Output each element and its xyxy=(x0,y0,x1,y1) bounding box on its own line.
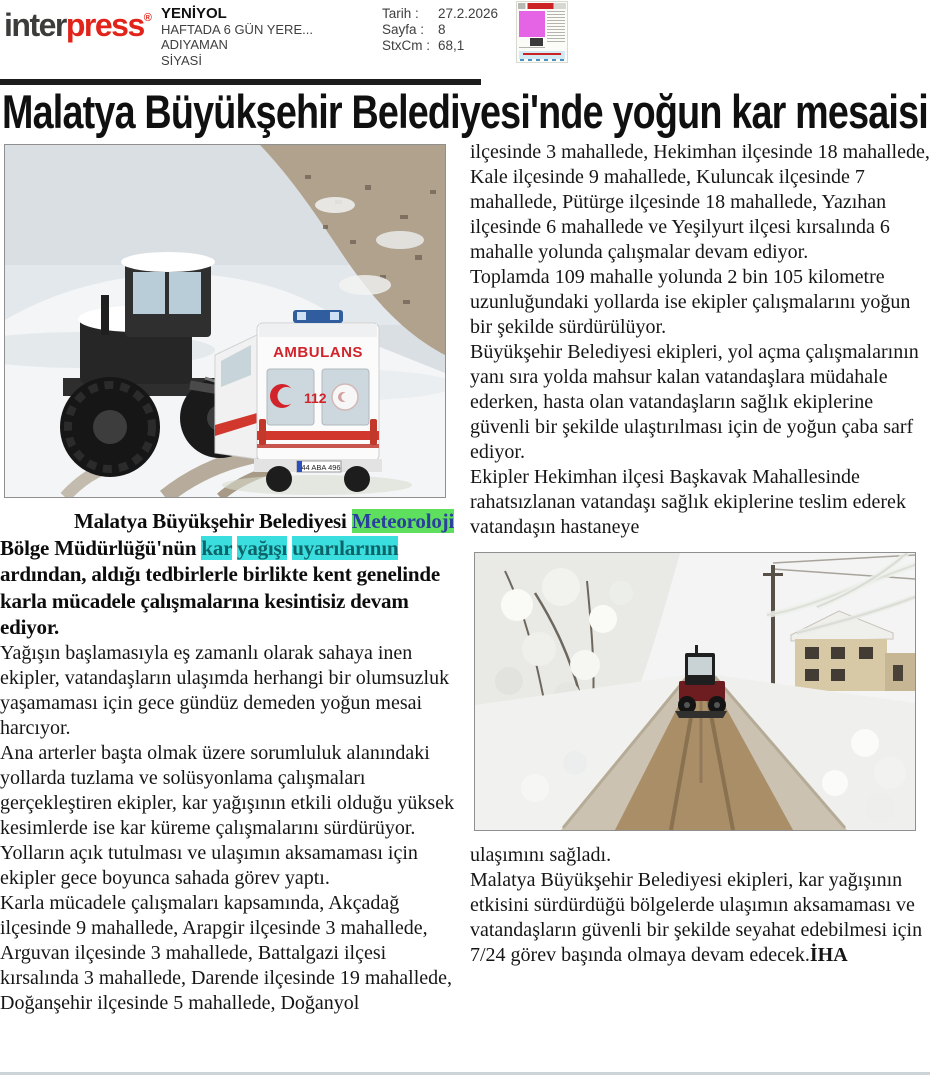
thumbnail-article-highlight xyxy=(519,11,545,37)
lead-text: Malatya Büyükşehir Belediyesi xyxy=(74,509,352,533)
logo-text-inter: inter xyxy=(4,7,66,43)
meta-page-value: 8 xyxy=(438,22,446,37)
lead-paragraph xyxy=(0,508,458,641)
meta-page-row xyxy=(382,22,498,38)
thumbnail-ad-banner xyxy=(519,51,565,59)
meta-page-label: Sayfa : xyxy=(382,22,425,37)
registered-mark: ® xyxy=(143,12,151,24)
body-paragraph: Yağışın başlamasıyla eş zamanlı olarak sahaya inen ekipler, vatandaşların ulaşımda herhangi bir olumsuzluk yaşamaması için gece gündüz demeden yoğun mesai harcıyor. xyxy=(0,641,450,739)
newspaper-page-thumbnail[interactable] xyxy=(517,2,567,62)
meta-stxcm-label: StxCm : xyxy=(382,38,431,53)
svg-text:AMBULANS: AMBULANS xyxy=(273,344,363,361)
bottom-rule xyxy=(0,1072,930,1075)
meta-stxcm-row xyxy=(382,38,498,54)
body-paragraph: Büyükşehir Belediyesi ekipleri, yol açma çalışmalarının yanı sıra yolda mahsur kalan vatandaşlara müdahale ederken, hasta olan vatandaşların sağlık ekiplerine güvenli bir şekilde ulaştırılması için de yoğun çaba sarf ediyor. xyxy=(470,341,919,463)
body-paragraph: Karla mücadele çalışmaları kapsamında, Akçadağ ilçesinde 9 mahallede, Arapgir ilçesinde 3 mahallede, Arguvan ilçesinde 3 mahallede, Battalgazi ilçesi kırsalında 3 mahallede, Darende ilçesinde 19 mahallede, Doğanşehir ilçesinde 5 mahallede, Doğanyol xyxy=(0,891,453,1014)
highlight-cyan-uyarilarinin: uyarılarının xyxy=(292,535,399,560)
lead-text: Bölge Müdürlüğü'nün xyxy=(0,535,202,560)
publication-frequency: HAFTADA 6 GÜN YERE... xyxy=(161,21,313,37)
thumbnail-footer xyxy=(520,59,564,61)
body-paragraph: Toplamda 109 mahalle yolunda 2 bin 105 kilometre uzunluğundaki yollarda ise ekipler çalışmalarını yoğun bir şekilde sürdürülüyor. xyxy=(470,266,911,338)
closing-paragraph xyxy=(470,868,930,968)
photo-grader-clearing-village-road xyxy=(474,552,916,831)
interpress-logo xyxy=(4,8,150,42)
body-paragraph: ilçesinde 3 mahallede, Hekimhan ilçesinde 18 mahallede, Kale ilçesinde 9 mahallede, Kuluncak ilçesinde 7 mahallede, Pütürge ilçesinde 18 mahallede, Yazıhan ilçesinde 6 mahallede ve Yeşilyurt ilçesi kırsalında 6 mahalle yolunda çalışmalar devam ediyor. xyxy=(470,141,930,263)
lead-text: ardından, aldığı tedbirlerle birlikte kent genelinde karla mücadele çalışmalarına kesintisiz devam ediyor. xyxy=(0,562,440,639)
highlight-cyan-yagisi: yağışı xyxy=(237,535,288,560)
meta-stxcm-value: 68,1 xyxy=(438,38,465,53)
headline: Malatya Büyükşehir Belediyesi'nde yoğun kar mesaisi xyxy=(2,85,928,138)
svg-text:112: 112 xyxy=(304,390,327,406)
publication-city: ADIYAMAN xyxy=(161,37,228,52)
article-column-left xyxy=(0,142,458,1016)
highlight-cyan-kar: kar xyxy=(201,535,232,560)
meta-date-label: Tarih : xyxy=(382,6,419,21)
photo-continuation-text: ulaşımını sağladı. xyxy=(470,844,612,866)
clipping-header xyxy=(0,0,930,78)
body-paragraph: Ekipler Hekimhan ilçesi Başkavak Mahallesinde rahatsızlanan vatandaşı sağlık ekiplerine teslim ederek vatandaşın hastaneye xyxy=(470,466,906,538)
article-column-right xyxy=(470,140,930,968)
highlight-green-meteoroloji: Meteoroloji xyxy=(351,509,455,533)
body-paragraph: Ana arterler başta olmak üzere sorumluluk alanındaki yollarda tuzlama ve solüsyonlama çalışmaları gerçekleştiren ekipler, kar yağışının etkili olduğu yüksek kesimlerde ise kar küreme çalışmalarını sürdürüyor. Yolların açık tutulması ve ulaşımın aksamaması için ekipler gece boyunca sahada görev yaptı. xyxy=(0,741,455,889)
meta-date-row xyxy=(382,6,498,22)
thumbnail-text-lines xyxy=(519,47,545,50)
thumbnail-masthead xyxy=(518,3,566,9)
thumbnail-text-columns xyxy=(547,11,565,43)
thumbnail-photo-block xyxy=(530,38,543,46)
publication-category: SİYASİ xyxy=(161,52,202,68)
closing-text: Malatya Büyükşehir Belediyesi ekipleri, kar yağışının etkisini sürdürdüğü bölgelerde ulaşımın aksamaması ve vatandaşların güvenli bir şekilde seyahat edebilmesi için 7/24 görev başında olmaya devam edecek. xyxy=(470,869,923,966)
svg-text:44 ABA 496: 44 ABA 496 xyxy=(301,463,341,472)
publication-info xyxy=(161,6,313,68)
clipping-meta xyxy=(382,6,498,54)
publication-name: YENİYOL xyxy=(161,5,227,22)
logo-text-press: press xyxy=(65,7,144,43)
meta-date-value: 27.2.2026 xyxy=(438,6,499,21)
photo-grader-towing-ambulance xyxy=(4,144,446,498)
news-agency-credit: İHA xyxy=(809,944,848,966)
